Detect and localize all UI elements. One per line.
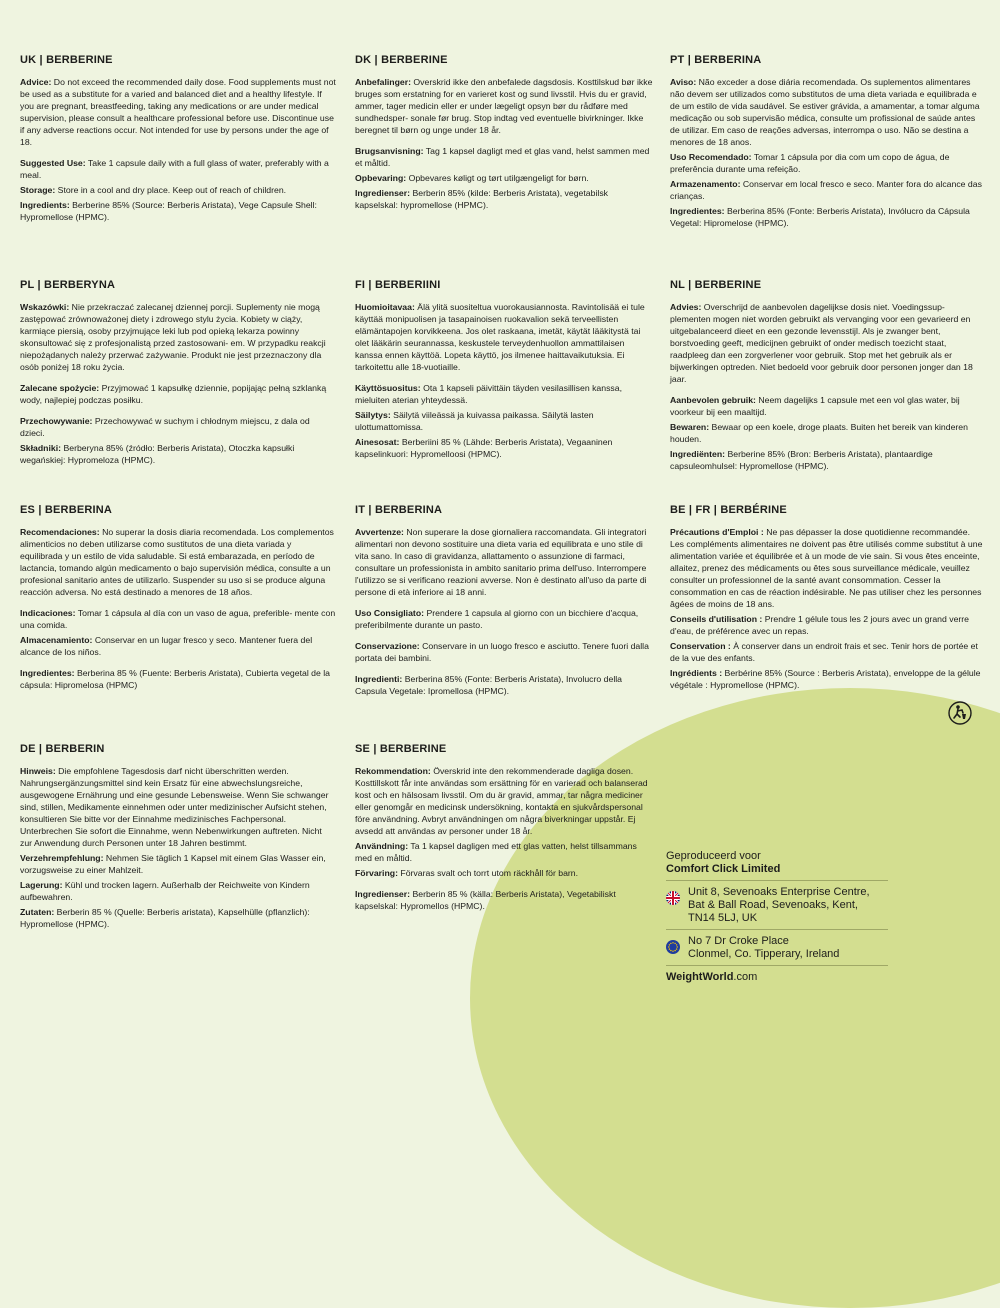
section-it: IT | BERBERINA Avvertenze: Non superare la dose giornaliera raccomandata. Gli integratori alimentari non devono sostituire una dieta varia ed equilibrata e uno stile di vita sano. In caso di gravidanza, allattamento o assunzione di farmaci, consultare un professionista in ambito sanitario prima dell'uso. Interrompere l'utilizzo se si verificano reazioni avverse. Non è destinato all'uso da parte di persone di età inferiore ai 18 anni. Uso Consigliato: Prendere 1 capsula al giorno con un bicchiere d'acqua, preferibilmente durante un pasto. Conservazione: Conservare in un luogo fresco e asciutto. Tenere fuori dalla portata dei bambini. Ingredienti: Berberina 85% (Fonte: Berberis Aristata), Involucro della Capsula Vegetale: Ipromellosa (HPMC). [355,503,653,700]
website[interactable]: WeightWorld.com [666,965,888,984]
section-title: PL | BERBERYNA [20,279,116,291]
section-title: UK | BERBERINE [20,54,113,66]
section-se: SE | BERBERINE Rekommendation: Överskrid inte den rekommenderade dagliga dosen. Kosttillskott får inte användas som ersättning för en varierad och balanserad kost och en hälsosam livsstil. Om du är gravid, ammar, tar några mediciner eller genomgår en medicinsk undersökning, kontakta en sjukvårdspersonal före användning. Avbryt användningen om några biverkningar uppstår. Ej avsedd att användas av personer under 18 år. Användning: Ta 1 kapsel dagligen med ett glas vatten, helst tillsammans med en måltid. Förvaring: Förvaras svalt och torrt utom räckhåll för barn. Ingredienser: Berberin 85 % (källa: Berberis Aristata), Vegetabiliskt kapselskal: Hypromellos (HPMC). [355,742,653,915]
section-fi: FI | BERBERIINI Huomioitavaa: Älä ylitä suositeltua vuorokausiannosta. Ravintolisää ei tule käyttää monipuolisen ja tasapainoisen ruokavalion sekä terveellisten elämäntapojen korvikkeena. Jos olet raskaana, imetät, käytät lääkitystä tai olet lääkärin seurannassa, keskustele terveydenhuollon ammattilaisen kanssa ennen käyttöä. Lopeta käyttö, jos ilmenee haittavaikutuksia. Ei tarkoitettu alle 18-vuotiaille. Käyttösuositus: Ota 1 kapseli päivittäin täyden vesilasillisen kanssa, mieluiten aterian yhteydessä. Säilytys: Säilytä viileässä ja kuivassa paikassa. Säilytä lasten ulottumattomissa. Ainesosat: Berberiini 85 % (Lähde: Berberis Aristata), Vegaaninen kapselinkuori: Hypromelloosi (HPMC). [355,278,653,463]
section-title: DK | BERBERINE [355,54,448,66]
section-title: DE | BERBERIN [20,743,105,755]
section-title: PT | BERBERINA [670,54,762,66]
section-title: FI | BERBERIINI [355,279,441,291]
section-title: IT | BERBERINA [355,504,443,516]
eu-flag-icon [666,940,680,954]
section-pt: PT | BERBERINA Aviso: Não exceder a dose diária recomendada. Os suplementos alimentares não devem ser utilizados como substitutos de uma dieta variada e equilibrada e de um estilo de vida saudável. Se estiver grávida, a amamentar, a tomar alguma medicação ou sob supervisão médica, consulte um profissional de saúde antes de utilizar. Em caso de reações adversas, interrompa o uso. Não se destina a menores de 18 anos. Uso Recomendado: Tomar 1 cápsula por dia com um copo de água, de preferência durante uma refeição. Armazenamento: Conservar em local fresco e seco. Manter fora do alcance das crianças. Ingredientes: Berberina 85% (Fonte: Berberis Aristata), Invólucro da Cápsula Vegetal: Hipromelose (HPMC). [670,54,982,228]
company-name: Comfort Click Limited [666,863,781,875]
section-uk: UK | BERBERINE Advice: Do not exceed the recommended daily dose. Food supplements must not be used as a substitute for a varied and balanced diet and a healthy lifestyle. If you are pregnant, breastfeeding, taking any medications or are under medical supervision, please consult a healthcare professional before use. Discontinue use if any adverse reactions occur. Not intended for use by persons under the age of 18. Suggested Use: Take 1 capsule daily with a full glass of water, preferably with a meal. Storage: Store in a cool and dry place. Keep out of reach of children. Ingredients: Berberine 85% (Source: Berberis Aristata), Vege Capsule Shell: Hypromellose (HPMC). [20,54,336,222]
section-title: SE | BERBERINE [355,743,447,755]
section-title: BE | FR | BERBÉRINE [670,504,787,516]
producer-block [666,850,888,984]
address-uk: Unit 8, Sevenoaks Enterprise Centre, Bat & Ball Road, Sevenoaks, Kent, TN14 5LJ, UK [666,880,888,929]
section-title: NL | BERBERINE [670,279,762,291]
address-ie: No 7 Dr Croke Place Clonmel, Co. Tipperary, Ireland [666,929,888,965]
produced-for-label: Geproduceerd voor [666,850,761,862]
section-be-fr: BE | FR | BERBÉRINE Précautions d'Emploi : Ne pas dépasser la dose quotidienne recommandée. Les compléments alimentaires ne doivent pas être utilisés comme substitut à une alimentation variée et équilibrée et à un mode de vie sain. Si vous êtes enceinte, allaitez, prenez des médicaments ou êtes sous surveillance médicale, veuillez consulter un professionnel de la santé avant consommation. Cesser la consommation en cas de réaction indésirable. Ne pas utiliser chez les personnes âgées de moins de 18 ans. Conseils d'utilisation : Prendre 1 gélule tous les 2 jours avec un grand verre d'eau, de préférence avec un repas. Conservation : À conserver dans un endroit frais et sec. Tenir hors de portée et de la vue des enfants. Ingrédients : Berbérine 85% (Source : Berberis Aristata), enveloppe de la gélule végétale : Hypromellose (HPMC). [670,504,983,690]
section-dk: DK | BERBERINE Anbefalinger: Overskrid ikke den anbefalede dagsdosis. Kosttilskud bør ikke bruges som erstatning for en varieret kost og sund livsstil. Hvis du er gravid, ammer, tager medicin eller er under lægeligt opsyn bør du rådføre med sundhedsper- sonale før brug. Stop indtag ved eventuelle bivirkninger. Ikke beregnet til børn og unge under 18 år. Brugsanvisning: Tag 1 kapsel dagligt med et glas vand, helst sammen med et måltid. Opbevaring: Opbevares køligt og tørt utilgængeligt for børn. Ingredienser: Berberin 85% (kilde: Berberis Aristata), vegetabilsk kapselskal: hypromellose (HPMC). [355,54,653,210]
section-title: ES | BERBERINA [20,504,113,516]
section-de: DE | BERBERIN Hinweis: Die empfohlene Tagesdosis darf nicht überschritten werden. Nahrungsergänzungsmittel sind kein Ersatz für eine abwechslungsreiche, ausgewogene Ernährung und eine gesunde Lebensweise. Wenn Sie schwanger sind, stillen, Medikamente einnehmen oder unter medizinischer Aufsicht stehen, konsultieren Sie bitte vor der Einnahme medizinisches Fachpersonal. Unterbrechen Sie sofort die Einnahme, wenn Nebenwirkungen auftreten. Nicht zur Anwendung durch Personen unter 18 Jahren bestimmt. Verzehrempfehlung: Nehmen Sie täglich 1 Kapsel mit einem Glas Wasser ein, vorzugsweise zu einer Mahlzeit. Lagerung: Kühl und trocken lagern. Außerhalb der Reichweite von Kindern aufbewahren. Zutaten: Berberin 85 % (Quelle: Berberis aristata), Kapselhülle (pflanzlich): Hypromellose (HPMC). [20,742,336,933]
tidyman-recycle-icon [948,701,972,725]
section-es: ES | BERBERINA Recomendaciones: No superar la dosis diaria recomendada. Los complementos alimenticios no deben utilizarse como sustitutos de una dieta variada y equilibrada y un estilo de vida saludable. Si está embarazada, en período de lactancia, tomando algún medicamento o bajo supervisión médica, consulte a un profesional sanitario antes de utilizarlo. Suspender su uso si se produce alguna reacción adversa. No está destinado a menores de 18 años. Indicaciones: Tomar 1 cápsula al día con un vaso de agua, preferible- mente con una comida. Almacenamiento: Conservar en un lugar fresco y seco. Mantener fuera del alcance de los niños. Ingredientes: Berberina 85 % (Fuente: Berberis Aristata), Cubierta vegetal de la cápsula: Hipromelosa (HPMC) [20,504,336,690]
section-nl: NL | BERBERINE Advies: Overschrijd de aanbevolen dagelijkse dosis niet. Voedingssup- plementen mogen niet worden gebruikt als vervanging voor een gevarieerd en uitgebalanceerd dieet en een gezonde levensstijl. Als je zwanger bent, borstvoeding geeft, medicijnen gebruikt of onder medisch toezicht staat, raadpleeg dan een zorgverlener voor gebruik. Stop met het gebruik als er bijwerkingen optreden. Niet bedoeld voor gebruik door personen jonger dan 18 jaar. Aanbevolen gebruik: Neem dagelijks 1 capsule met een vol glas water, bij voorkeur bij een maaltijd. Bewaren: Bewaar op een koele, droge plaats. Buiten het bereik van kinderen houden. Ingrediënten: Berberine 85% (Bron: Berberis Aristata), plantaardige capsuleomhulsel: Hypromellose (HPMC). [670,278,983,475]
uk-flag-icon [666,891,680,905]
section-pl: PL | BERBERYNA Wskazówki: Nie przekraczać zalecanej dziennej porcji. Suplementy nie mogą zastępować zrównoważonej diety i zdrowego stylu życia. Kobiety w ciąży, karmiące piersią, osoby przyjmujące leki lub pod opieką lekarza powinny skonsultować się z profesjonalistą przed zastosowani- em. W przypadku reakcji niepożądanych należy przerwać zażywanie. Produkt nie jest przeznaczony dla osób poniżej 18 roku życia. Zalecane spożycie: Przyjmować 1 kapsułkę dziennie, popijając pełną szklanką wody, najlepiej podczas posiłku. Przechowywanie: Przechowywać w suchym i chłodnym miejscu, z dala od dzieci. Składniki: Berberyna 85% (źródło: Berberis Aristata), Otoczka kapsułki wegańskiej: Hypromeloza (HPMC). [20,278,336,469]
